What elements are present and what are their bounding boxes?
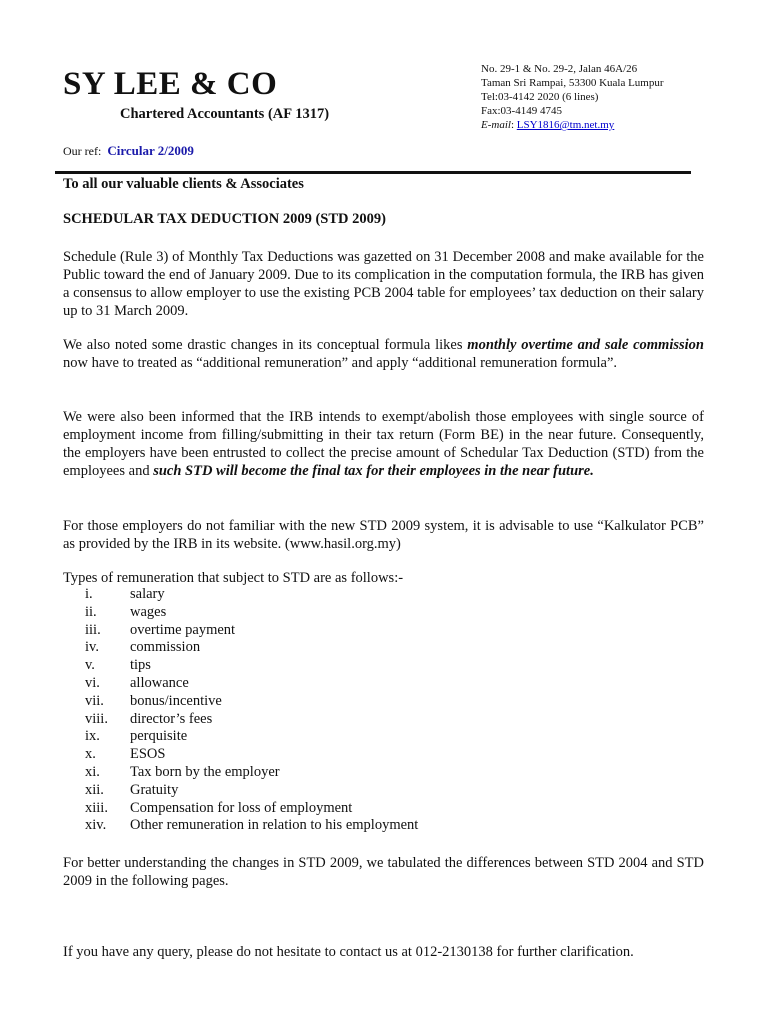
text-run: now have to treated as “additional remuneration” and apply “additional remuneration formula”. <box>63 355 618 371</box>
list-number: i. <box>85 586 93 602</box>
paragraph-list-intro: Types of remuneration that subject to STD are as follows:- <box>63 570 404 586</box>
paragraph-changes <box>63 336 704 372</box>
firm-name: SY LEE & CO <box>63 66 278 102</box>
list-text: salary <box>130 586 165 602</box>
reference-value: Circular 2/2009 <box>107 143 194 158</box>
list-item <box>63 800 418 818</box>
list-text: Other remuneration in relation to his employment <box>130 817 419 834</box>
list-text: perquisite <box>130 728 188 745</box>
list-item <box>63 604 418 622</box>
list-item <box>63 622 418 640</box>
phone-line: Tel:03-4142 2020 (6 lines) <box>481 91 599 103</box>
paragraph-contact: If you have any query, please do not hesitate to contact us at 012-2130138 for further clarification. <box>63 944 634 960</box>
list-item <box>63 711 418 729</box>
list-item <box>63 782 418 800</box>
reference-label: Our ref: <box>63 144 102 158</box>
list-item <box>63 728 418 746</box>
list-number: iii. <box>85 621 101 638</box>
list-number: x. <box>85 746 96 763</box>
list-number: viii. <box>85 710 108 727</box>
fax-line: Fax:03-4149 4745 <box>481 105 562 117</box>
text-run: We were also been informed that the IRB intends to exempt/abolish those employees with single source of employment income from filling/submitting in their tax return (Form BE) in the near future. Consequently, the employers have been entrusted to collect the precise amount of Schedular Tax Deduction (STD) from the employees and <box>63 409 704 479</box>
list-number: vi. <box>85 674 100 691</box>
header-divider <box>55 171 691 174</box>
list-text: allowance <box>130 674 189 691</box>
list-text: overtime payment <box>130 621 236 638</box>
address-block <box>481 62 664 132</box>
list-number: ix. <box>85 728 100 745</box>
list-text: wages <box>130 603 167 620</box>
email-link[interactable]: LSY1816@tm.net.my <box>516 119 615 131</box>
address-line: Taman Sri Rampai, 53300 Kuala Lumpur <box>481 77 664 89</box>
emphasis-text: monthly overtime and sale commission <box>467 337 704 353</box>
remuneration-list <box>63 586 418 835</box>
emphasis-text: such STD will become the final tax for their employees in the near future. <box>153 463 594 479</box>
list-number: vii. <box>85 692 104 709</box>
list-item <box>63 639 418 657</box>
firm-subtitle: Chartered Accountants (AF 1317) <box>120 106 330 122</box>
paragraph-calculator: For those employers do not familiar with the new STD 2009 system, it is advisable to use “Kalkulator PCB” as provided by the IRB in its website. (www.hasil.org.my) <box>63 518 704 552</box>
list-number: xi. <box>85 763 100 780</box>
list-item <box>63 746 418 764</box>
reference-line <box>63 143 194 159</box>
list-item <box>63 817 418 835</box>
list-text: tips <box>130 657 151 674</box>
list-number: ii. <box>85 603 97 620</box>
list-text: Compensation for loss of employment <box>130 799 353 816</box>
list-item <box>63 675 418 693</box>
list-number: xiv. <box>85 817 107 834</box>
email-label: E-mail <box>481 119 511 131</box>
list-text: commission <box>130 639 201 656</box>
list-item <box>63 693 418 711</box>
list-number: xii. <box>85 781 104 798</box>
list-text: bonus/incentive <box>130 692 222 709</box>
document-heading: SCHEDULAR TAX DEDUCTION 2009 (STD 2009) <box>63 211 386 227</box>
list-text: Tax born by the employer <box>130 763 280 780</box>
salutation: To all our valuable clients & Associates <box>63 176 304 192</box>
email-line: E-mail: LSY1816@tm.net.my <box>481 119 615 131</box>
list-text: director’s fees <box>130 710 213 727</box>
list-number: v. <box>85 657 95 674</box>
address-line: No. 29-1 & No. 29-2, Jalan 46A/26 <box>481 63 638 75</box>
paragraph-irb-exemption <box>63 408 704 480</box>
list-number: xiii. <box>85 799 108 816</box>
list-number: iv. <box>85 639 99 656</box>
paragraph-tabulation: For better understanding the changes in STD 2009, we tabulated the differences between STD 2004 and STD 2009 in the following pages. <box>63 855 704 889</box>
list-item <box>63 657 418 675</box>
paragraph-gazette: Schedule (Rule 3) of Monthly Tax Deductions was gazetted on 31 December 2008 and make available for the Public toward the end of January 2009. Due to its complication in the computation formula, the IRB has given a consensus to allow employer to use the existing PCB 2004 table for employees’ tax deduction on their salary up to 31 March 2009. <box>63 249 704 319</box>
list-text: ESOS <box>130 746 166 763</box>
list-item <box>63 764 418 782</box>
list-item <box>63 586 418 604</box>
list-text: Gratuity <box>130 781 179 798</box>
text-run: We also noted some drastic changes in its conceptual formula likes <box>63 337 468 353</box>
